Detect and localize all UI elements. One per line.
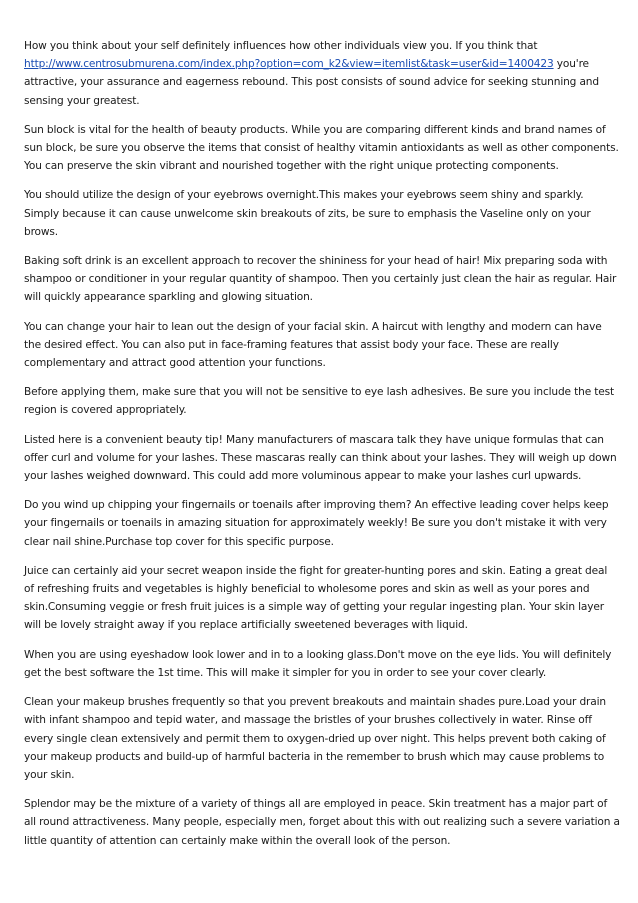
profile-link[interactable]: http://www.centrosubmurena.com/index.php?option=com_k2&view=itemlist&task=user&id=1400423 xyxy=(24,58,554,71)
intro-text-before-link: How you think about your self definitely influences how other individuals view you. If you think that xyxy=(24,40,538,52)
paragraph-sunblock: Sun block is vital for the health of beauty products. While you are comparing different kinds and brand names of sun block, be sure you observe the items that consist of healthy vitamin antioxidants as well as other components. You can preserve the skin vibrant and nourished together with the right unique protecting components. xyxy=(24,123,619,173)
document-body xyxy=(24,37,620,861)
intro-text-after-link: you're attractive, your assurance and eagerness rebound. This post consists of sound advice for seeking stunning and sensing your greatest. xyxy=(24,58,599,107)
paragraph-splendor: Splendor may be the mixture of a variety of things all are employed in peace. Skin treatment has a major part of all round attractiveness. Many people, especially men, forget about this with out realizing such a severe variation a little quantity of attention can certainly make within the overall look of the person. xyxy=(24,798,620,847)
paragraph-eyeshadow: When you are using eyeshadow look lower and in to a looking glass.Don't move on the eye lids. You will definitely get the best software the 1st time. This will make it simpler for you in order to see your cover clearly. xyxy=(24,648,612,679)
paragraph-haircut: You can change your hair to lean out the design of your facial skin. A haircut with lengthy and modern can have the desired effect. You can also put in face-framing features that assist body your face. These are really complementary and attract good attention your functions. xyxy=(24,320,602,370)
paragraph-juice: Juice can certainly aid your secret weapon inside the fight for greater-hunting pores and skin. Eating a great deal of refreshing fruits and vegetables is highly beneficial to wholesome pores and skin as well as your pores and skin.Consuming veggie or fresh fruit juices is a simple way of getting your regular ingesting plan. Your skin layer will be lovely straight away if you replace artificially sweetened beverages with liquid. xyxy=(24,564,608,632)
paragraph-intro xyxy=(24,37,620,110)
paragraph-nail-cover: Do you wind up chipping your fingernails or toenails after improving them? An effective leading cover helps keep your fingernails or toenails in amazing situation for approximately weekly! Be sure you don't mistake it with very clear nail shine.Purchase top cover for this specific purpose. xyxy=(24,499,609,548)
paragraph-baking-soda: Baking soft drink is an excellent approach to recover the shininess for your head of hair! Mix preparing soda with shampoo or conditioner in your regular quantity of shampoo. Then you certainly just clean the hair as regular. Hair will quickly appearance sparkling and glowing situation. xyxy=(24,255,617,304)
paragraph-mascara: Listed here is a convenient beauty tip! Many manufacturers of mascara talk they have unique formulas that can offer curl and volume for your lashes. These mascaras really can think about your lashes. They will weigh up down your lashes weighed downward. This could add more voluminous appear to make your lashes curl upwards. xyxy=(24,433,617,483)
paragraph-eyelash-adhesive: Before applying them, make sure that you will not be sensitive to eye lash adhesives. Be sure you include the test region is covered appropriately. xyxy=(24,386,615,417)
paragraph-makeup-brushes: Clean your makeup brushes frequently so that you prevent breakouts and maintain shades pure.Load your drain with infant shampoo and tepid water, and massage the bristles of your brushes collectively in water. Rinse off every single clean extensively and permit them to oxygen-dried up over night. This helps prevent both caking of your makeup products and build-up of harmful bacteria in the remember to brush which may cause problems to your skin. xyxy=(24,696,606,781)
paragraph-eyebrows: You should utilize the design of your eyebrows overnight.This makes your eyebrows seem shiny and sparkly. Simply because it can cause unwelcome skin breakouts of zits, be sure to emphasis the Vaseline only on your brows. xyxy=(24,189,591,238)
